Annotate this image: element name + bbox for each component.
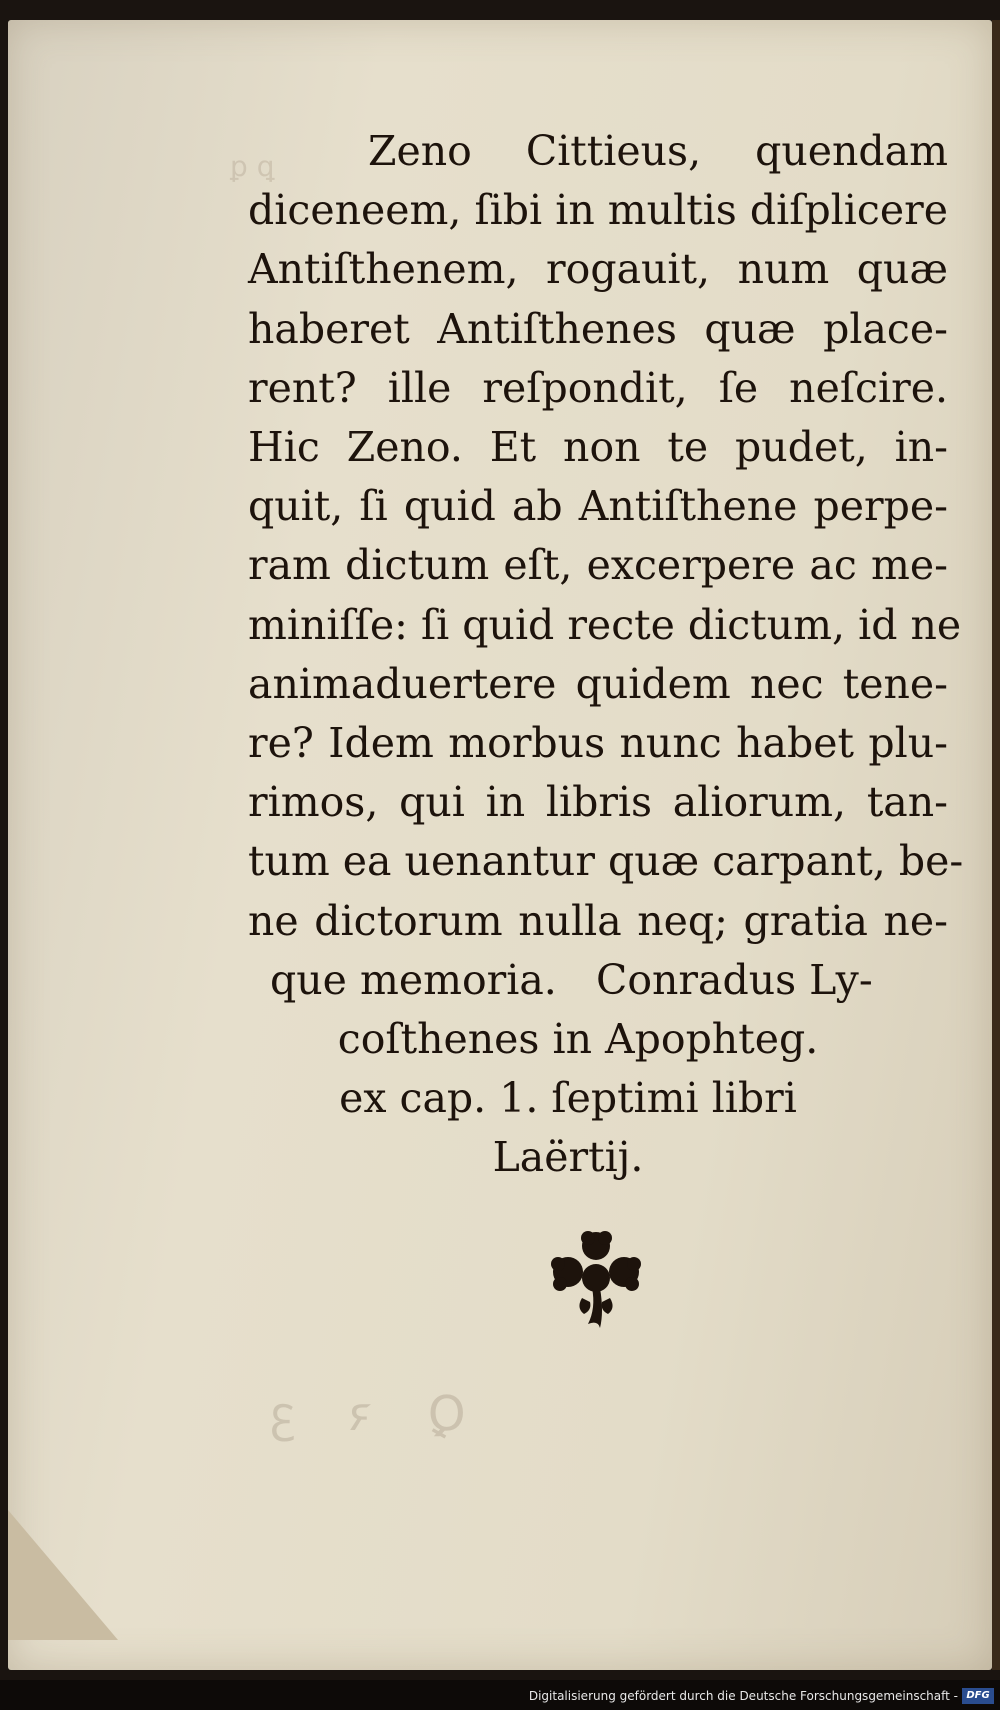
show-through-catchword: Ꝗ ꝛ ꝫ — [250, 1386, 466, 1442]
dfg-logo: DFG — [962, 1688, 994, 1704]
text-line: haberet Antiſthenes quæ place- — [248, 304, 948, 353]
citation-block — [248, 1010, 948, 1187]
text-line: animaduertere quidem nec tene- — [248, 659, 948, 708]
page-edge — [992, 20, 1000, 1670]
text-line: quit, ſi quid ab Antiſthene perpe- — [248, 482, 948, 531]
signature-author: Conradus Ly- — [595, 955, 873, 1004]
text-line: tum ea uenantur quæ carpant, be- — [248, 837, 964, 886]
text-line — [248, 951, 948, 1010]
citation-line: coſthenes in Apophteg. — [337, 1015, 819, 1063]
main-text — [248, 122, 964, 1010]
text-line: ne dictorum nulla neq; gratia ne- — [248, 896, 948, 945]
text-line: rent? ille reſpondit, ſe neſcire. — [248, 363, 948, 412]
text-line: ram dictum eſt, excerpere ac me- — [248, 541, 948, 590]
fleuron-icon — [548, 1228, 644, 1334]
text-line: miniſſe: ſi quid recte dictum, id ne — [248, 600, 962, 649]
text-line: diceneem, ſibi in multis diſplicere — [248, 186, 948, 235]
citation-line: Laërtij. — [492, 1133, 644, 1181]
page-corner-fold — [8, 1510, 118, 1640]
funding-credit: Digitalisierung gefördert durch die Deutsche Forschungsgemeinschaft - — [528, 1689, 958, 1703]
text-line: Zeno Cittieus, quendam — [368, 127, 948, 175]
text-line: Hic Zeno. Et non te pudet, in- — [248, 423, 948, 472]
text-line-end: que memoria. — [270, 955, 557, 1004]
footer-bar — [0, 1680, 1000, 1710]
text-line: re? Idem morbus nunc habet plu- — [248, 719, 948, 768]
show-through-text: ꝑ ꝗ — [230, 150, 275, 183]
citation-line: ex cap. 1. ſeptimi libri — [339, 1074, 797, 1122]
text-line: rimos, qui in libris aliorum, tan- — [248, 778, 948, 827]
text-line: Antiſthenem, rogauit, num quæ — [248, 245, 948, 294]
